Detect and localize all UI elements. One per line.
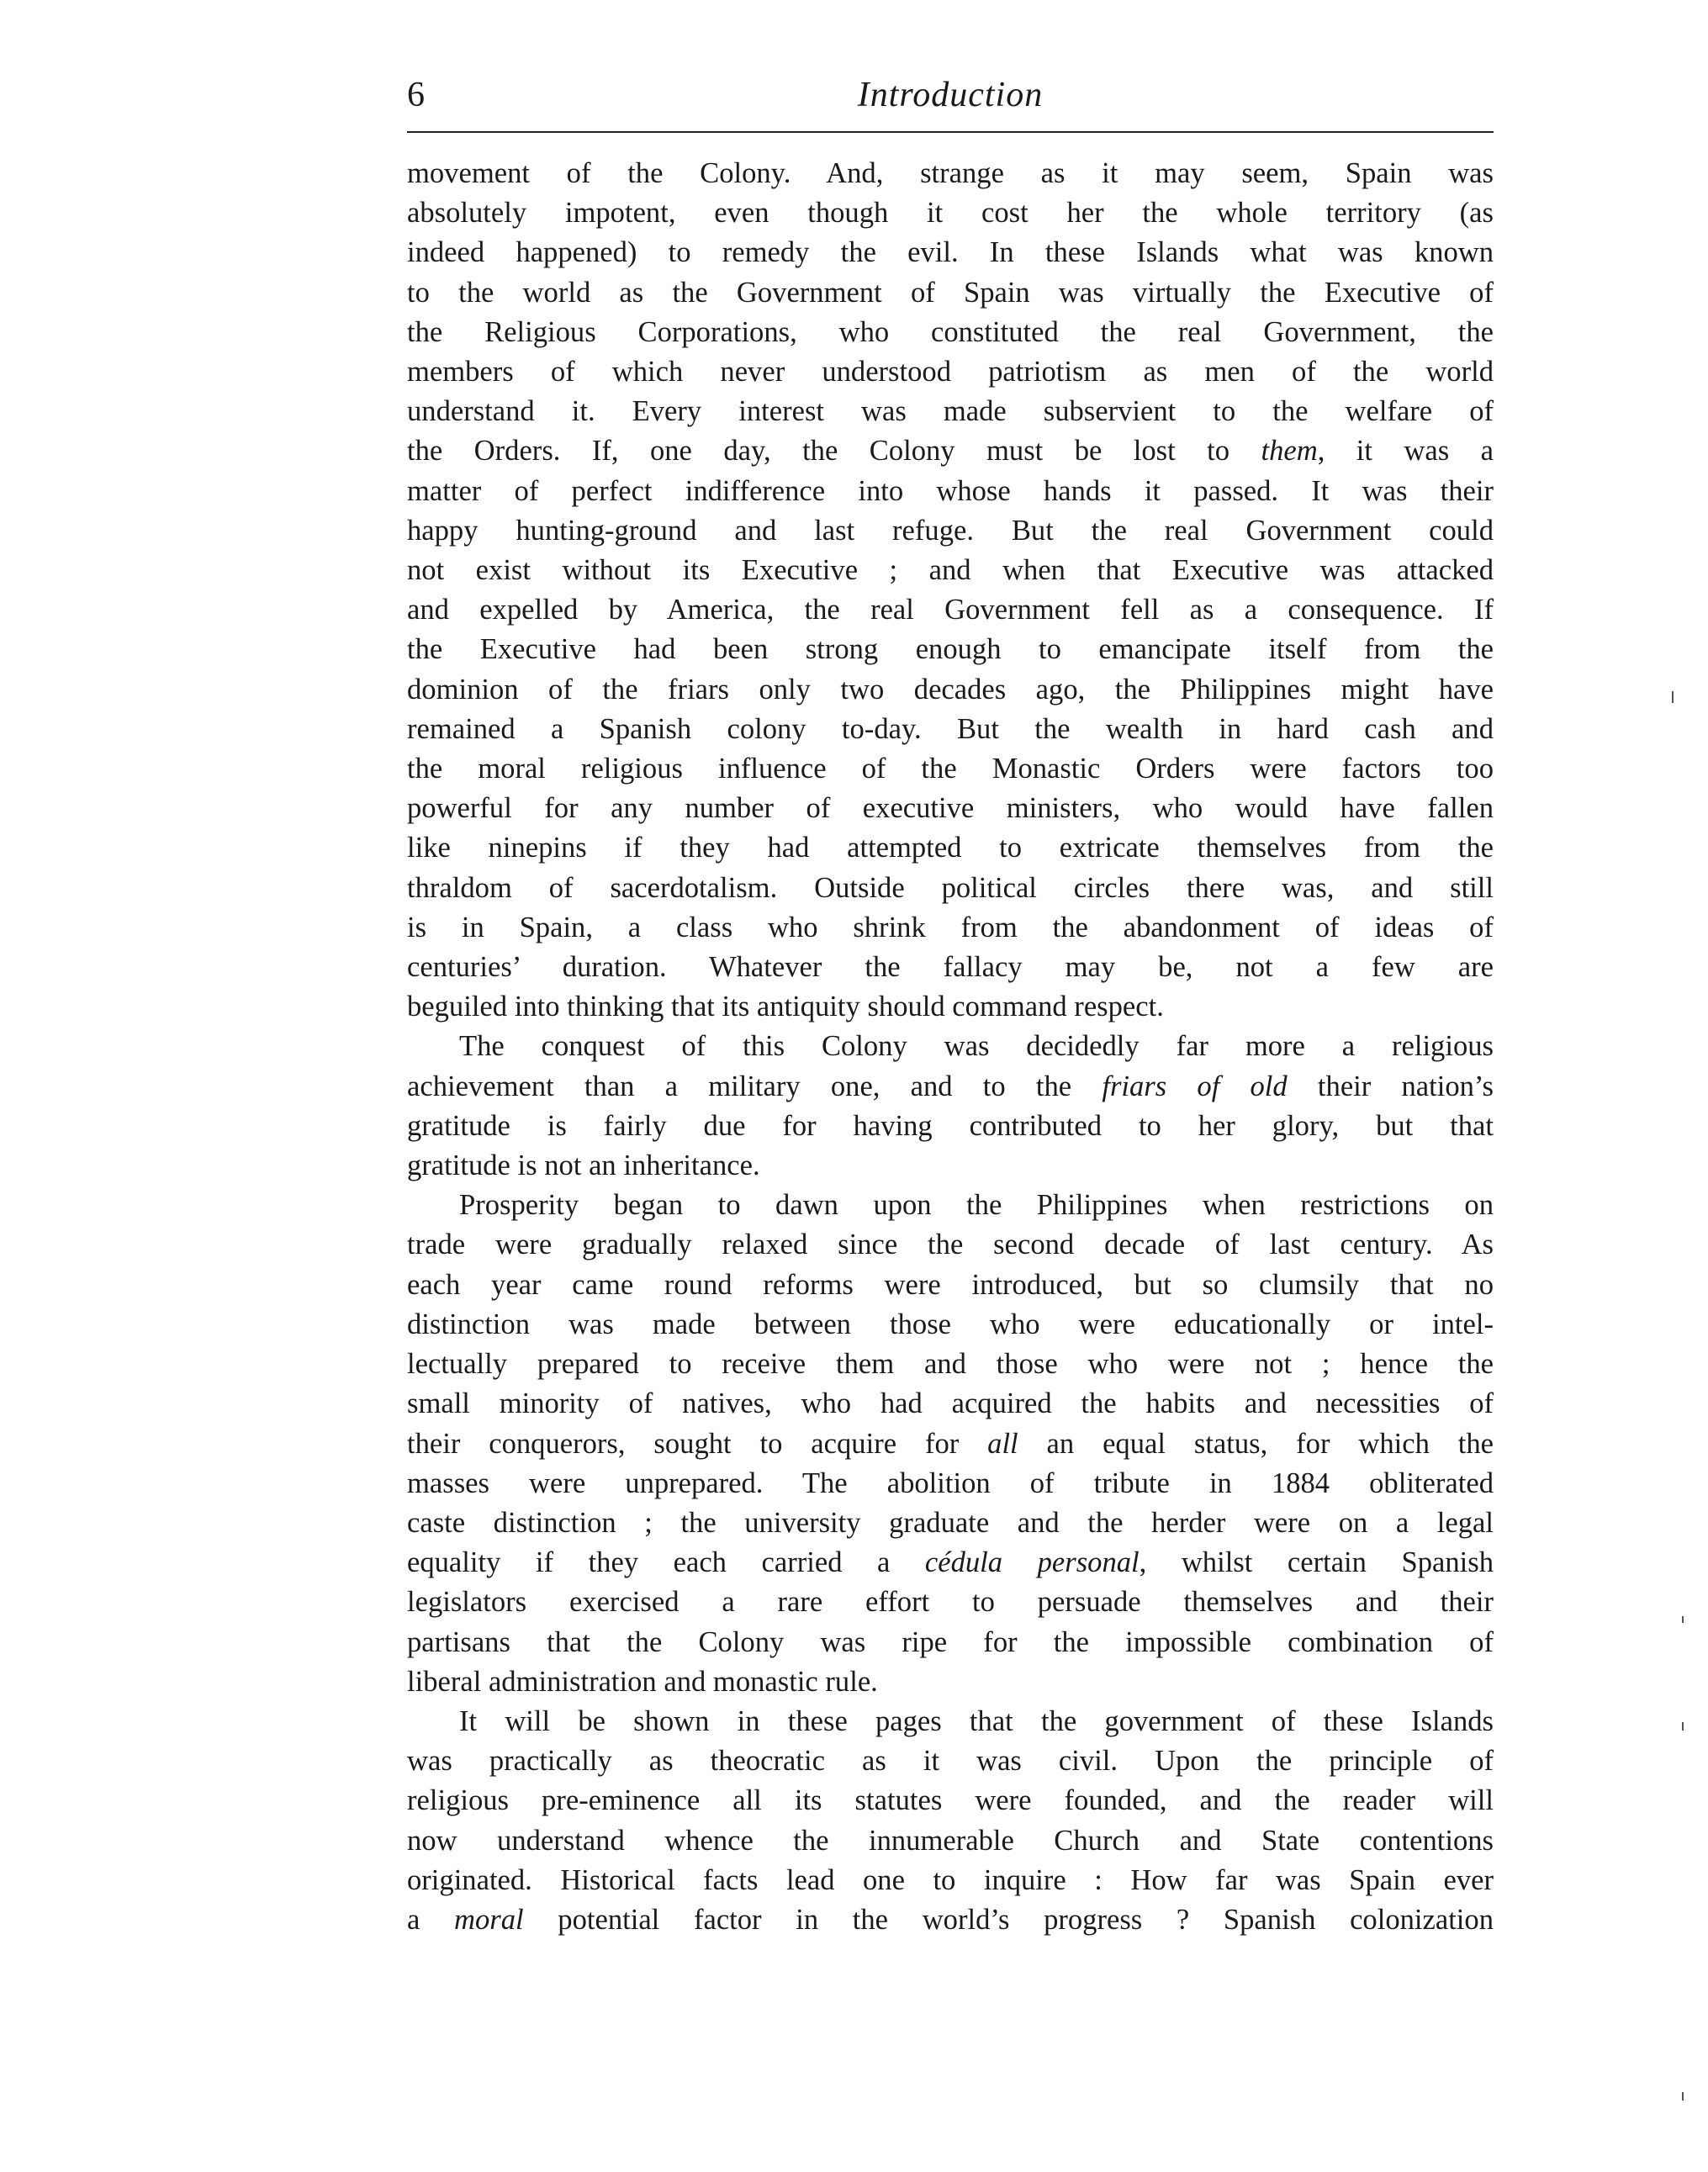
text-run: masses were unprepared. The abolition of tribute in 1884 obliterated: [407, 1466, 1494, 1499]
text-line: [407, 511, 1494, 551]
text-line: [407, 1900, 1494, 1940]
text-line: [407, 1027, 1494, 1066]
body-text: [407, 154, 1494, 1940]
text-run: gratitude is fairly due for having contributed to her glory, but that: [407, 1109, 1494, 1142]
text-run: powerful for any number of executive ministers, who would have fallen: [407, 792, 1494, 825]
text-line: [407, 1067, 1494, 1107]
text-line: [407, 908, 1494, 948]
text-run: , it was a: [1317, 435, 1494, 468]
text-line: [407, 749, 1494, 789]
text-line: [407, 472, 1494, 511]
text-line: [407, 630, 1494, 669]
italic-text: cédula personal: [924, 1546, 1140, 1579]
text-run: remained a Spanish colony to-day. But the wealth in hard cash and: [407, 712, 1494, 745]
text-run: distinction was made between those who were educationally or intel-: [407, 1308, 1494, 1340]
scan-speck: [1672, 691, 1674, 703]
text-run: caste distinction ; the university graduate and the herder were on a legal: [407, 1506, 1494, 1539]
text-run: an equal status, for which the: [1018, 1427, 1494, 1460]
paragraph: [407, 1702, 1494, 1940]
text-run: matter of perfect indifference into whose hands it passed. It was their: [407, 474, 1494, 507]
text-line: [407, 1623, 1494, 1662]
text-line: [407, 1107, 1494, 1146]
text-run: their conquerors, sought to acquire for: [407, 1427, 988, 1460]
text-run: happy hunting-ground and last refuge. But the real Government could: [407, 514, 1494, 547]
scan-speck: [1682, 2092, 1684, 2101]
page-header: [407, 66, 1494, 124]
text-run: was practically as theocratic as it was civil. Upon the principle of: [407, 1745, 1494, 1778]
text-line: [407, 869, 1494, 908]
text-line: [407, 1543, 1494, 1583]
text-line: [407, 1266, 1494, 1305]
text-run: small minority of natives, who had acquired the habits and necessities of: [407, 1387, 1494, 1420]
text-run: beguiled into thinking that its antiquity should command respect.: [407, 991, 1164, 1023]
text-run: Prosperity began to dawn upon the Philippines when restrictions on: [459, 1189, 1494, 1222]
text-run: thraldom of sacerdotalism. Outside political circles there was, and still: [407, 871, 1494, 904]
text-line: [407, 551, 1494, 590]
text-run: centuries’ duration. Whatever the fallacy may be, not a few are: [407, 951, 1494, 984]
text-line: [407, 1662, 1494, 1702]
text-line: [407, 1503, 1494, 1543]
text-run: originated. Historical facts lead one to inquire : How far was Spain ever: [407, 1863, 1494, 1896]
paragraph: [407, 154, 1494, 1027]
text-line: [407, 273, 1494, 313]
text-run: like ninepins if they had attempted to extricate themselves from the: [407, 832, 1494, 864]
text-line: [407, 352, 1494, 392]
text-run: each year came round reforms were introduced, but so clumsily that no: [407, 1268, 1494, 1301]
text-run: It will be shown in these pages that the government of these Islands: [459, 1704, 1494, 1737]
text-run: The conquest of this Colony was decidedly far more a religious: [459, 1030, 1494, 1063]
text-line: [407, 1781, 1494, 1821]
text-line: [407, 1861, 1494, 1900]
text-line: [407, 948, 1494, 987]
text-line: [407, 590, 1494, 630]
text-line: [407, 1384, 1494, 1424]
text-run: achievement than a military one, and to the: [407, 1070, 1103, 1102]
italic-text: friars of old: [1102, 1070, 1288, 1102]
text-line: [407, 313, 1494, 352]
text-run: potential factor in the world’s progress ? Spanish colonization: [523, 1903, 1494, 1936]
text-line: [407, 987, 1494, 1027]
text-run: gratitude is not an inheritance.: [407, 1149, 760, 1182]
page-number: 6: [407, 76, 425, 114]
paragraph: [407, 1186, 1494, 1702]
text-line: [407, 710, 1494, 749]
text-run: understand it. Every interest was made subservient to the welfare of: [407, 395, 1494, 428]
text-line: [407, 193, 1494, 233]
italic-text: all: [987, 1427, 1018, 1460]
text-run: dominion of the friars only two decades ago, the Philippines might have: [407, 673, 1494, 706]
text-line: [407, 1424, 1494, 1464]
text-run: not exist without its Executive ; and when that Executive was attacked: [407, 554, 1494, 587]
text-run: equality if they each carried a: [407, 1546, 925, 1579]
text-run: to the world as the Government of Spain was virtually the Executive of: [407, 276, 1494, 309]
text-line: [407, 828, 1494, 868]
text-line: [407, 392, 1494, 431]
scan-speck: [1682, 1722, 1684, 1731]
text-run: liberal administration and monastic rule.: [407, 1665, 878, 1698]
text-line: [407, 1741, 1494, 1781]
text-run: religious pre-eminence all its statutes were founded, and the reader will: [407, 1784, 1494, 1817]
text-run: absolutely impotent, even though it cost her the whole territory (as: [407, 197, 1494, 230]
text-line: [407, 1345, 1494, 1384]
text-run: legislators exercised a rare effort to persuade themselves and their: [407, 1586, 1494, 1619]
text-line: [407, 154, 1494, 193]
text-run: the Religious Corporations, who constituted the real Government, the: [407, 315, 1494, 348]
text-run: members of which never understood patriotism as men of the world: [407, 356, 1494, 388]
text-run: and expelled by America, the real Government fell as a consequence. If: [407, 594, 1494, 626]
text-line: [407, 789, 1494, 828]
italic-text: them: [1261, 435, 1318, 468]
text-run: trade were gradually relaxed since the second decade of last century. As: [407, 1229, 1494, 1261]
text-line: [407, 1583, 1494, 1622]
text-line: [407, 1821, 1494, 1861]
text-run: the Executive had been strong enough to emancipate itself from the: [407, 633, 1494, 666]
text-run: movement of the Colony. And, strange as it may seem, Spain was: [407, 157, 1494, 189]
paragraph: [407, 1027, 1494, 1186]
text-run: the moral religious influence of the Monastic Orders were factors too: [407, 753, 1494, 785]
text-run: , whilst certain Spanish: [1139, 1546, 1494, 1579]
text-line: [407, 1186, 1494, 1225]
text-run: indeed happened) to remedy the evil. In these Islands what was known: [407, 236, 1494, 269]
running-title: Introduction: [857, 76, 1044, 114]
text-run: the Orders. If, one day, the Colony must be lost to: [407, 435, 1261, 468]
text-run: now understand whence the innumerable Church and State contentions: [407, 1824, 1494, 1857]
text-line: [407, 1225, 1494, 1265]
text-line: [407, 1464, 1494, 1503]
text-line: [407, 1305, 1494, 1345]
italic-text: moral: [454, 1903, 524, 1936]
scan-speck: [1682, 1616, 1684, 1623]
text-line: [407, 670, 1494, 710]
text-run: lectually prepared to receive them and those who were not ; hence the: [407, 1348, 1494, 1381]
text-run: their nation’s: [1287, 1070, 1494, 1102]
text-line: [407, 1146, 1494, 1186]
text-run: partisans that the Colony was ripe for the impossible combination of: [407, 1625, 1494, 1658]
text-run: a: [407, 1903, 455, 1936]
header-rule: [407, 131, 1494, 133]
text-line: [407, 431, 1494, 471]
text-line: [407, 233, 1494, 272]
text-line: [407, 1702, 1494, 1741]
text-run: is in Spain, a class who shrink from the abandonment of ideas of: [407, 911, 1494, 943]
